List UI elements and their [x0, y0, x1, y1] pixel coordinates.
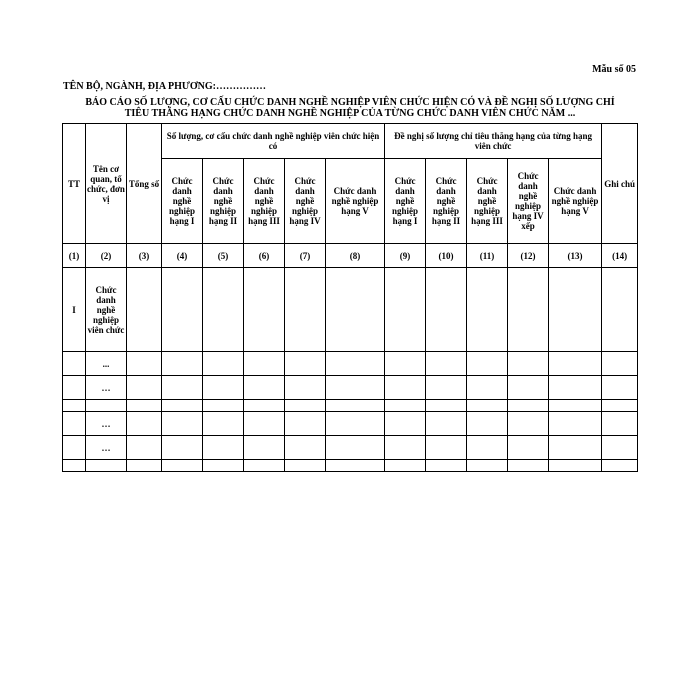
- table-row: [63, 352, 638, 376]
- column-number: (5): [203, 244, 244, 268]
- row-tt: [63, 376, 86, 400]
- row-name: Chức danh nghề nghiệp viên chức: [86, 268, 127, 352]
- column-number: (1): [63, 244, 86, 268]
- column-number: (14): [602, 244, 638, 268]
- header-proposed-grade-1: Chức danh nghề nghiệp hạng I: [385, 159, 426, 244]
- header-current-grade-3: Chức danh nghề nghiệp hạng III: [244, 159, 285, 244]
- header-proposed-grade-2: Chức danh nghề nghiệp hạng II: [426, 159, 467, 244]
- table-row: [63, 268, 638, 352]
- row-name: ...: [86, 352, 127, 376]
- header-proposed-grade-3: Chức danh nghề nghiệp hạng III: [467, 159, 508, 244]
- row-tt: I: [63, 268, 86, 352]
- column-number: (8): [326, 244, 385, 268]
- agency-line: TÊN BỘ, NGÀNH, ĐỊA PHƯƠNG:……………: [63, 81, 266, 92]
- header-proposed-grade-4: Chức danh nghề nghiệp hạng IV xếp: [508, 159, 549, 244]
- report-title: [62, 97, 638, 119]
- column-number: (4): [162, 244, 203, 268]
- table-row: [63, 460, 638, 472]
- header-current-grade-2: Chức danh nghề nghiệp hạng II: [203, 159, 244, 244]
- row-tt: [63, 436, 86, 460]
- form-number: Mẫu số 05: [592, 64, 636, 75]
- row-tt: [63, 400, 86, 412]
- column-number: (13): [549, 244, 602, 268]
- table-row: [63, 400, 638, 412]
- row-tt: [63, 352, 86, 376]
- column-number: (10): [426, 244, 467, 268]
- header-current-grade-1: Chức danh nghề nghiệp hạng I: [162, 159, 203, 244]
- header-group-current: Số lượng, cơ cấu chức danh nghề nghiệp viên chức hiện có: [162, 124, 385, 159]
- header-current-grade-5: Chức danh nghề nghiệp hạng V: [326, 159, 385, 244]
- row-tt: [63, 460, 86, 472]
- header-tt: TT: [63, 124, 86, 244]
- row-name: [86, 400, 127, 412]
- table-row: [63, 376, 638, 400]
- report-title-line-1: BÁO CÁO SỐ LƯỢNG, CƠ CẤU CHỨC DANH NGHỀ NGHIỆP VIÊN CHỨC HIỆN CÓ VÀ ĐỀ NGHỊ SỐ LƯỢNG CHỈ: [85, 97, 615, 108]
- table-row: [63, 412, 638, 436]
- header-current-grade-4: Chức danh nghề nghiệp hạng IV: [285, 159, 326, 244]
- row-name: …: [86, 412, 127, 436]
- column-number: (9): [385, 244, 426, 268]
- header-group-proposed: Đề nghị số lượng chỉ tiêu thăng hạng của từng hạng viên chức: [385, 124, 602, 159]
- row-tt: [63, 412, 86, 436]
- table-row: [63, 436, 638, 460]
- column-number-row: [63, 244, 638, 268]
- row-name: …: [86, 436, 127, 460]
- report-title-line-2: TIÊU THĂNG HẠNG CHỨC DANH NGHỀ NGHIỆP CỦA TỪNG CHỨC DANH VIÊN CHỨC NĂM ...: [124, 108, 576, 119]
- column-number: (11): [467, 244, 508, 268]
- header-total: Tổng số: [127, 124, 162, 244]
- row-name: [86, 460, 127, 472]
- column-number: (12): [508, 244, 549, 268]
- row-name: …: [86, 376, 127, 400]
- report-table: [62, 123, 638, 472]
- header-note: Ghi chú: [602, 124, 638, 244]
- column-number: (7): [285, 244, 326, 268]
- header-unit-name: Tên cơ quan, tổ chức, đơn vị: [86, 124, 127, 244]
- column-number: (2): [86, 244, 127, 268]
- column-number: (6): [244, 244, 285, 268]
- column-number: (3): [127, 244, 162, 268]
- header-proposed-grade-5: Chức danh nghề nghiệp hạng V: [549, 159, 602, 244]
